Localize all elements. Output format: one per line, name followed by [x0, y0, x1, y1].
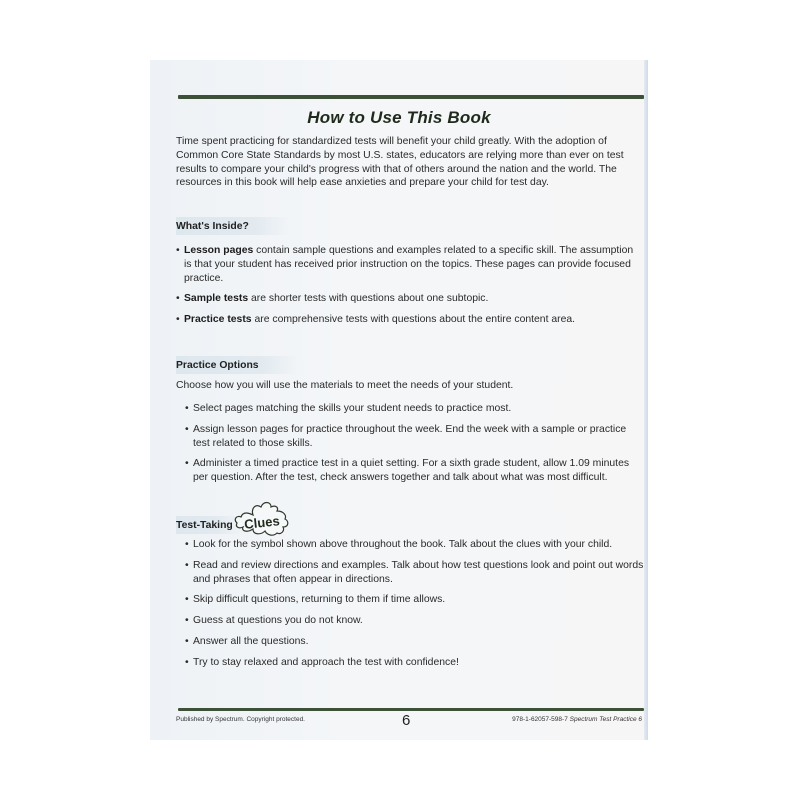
practice-options-heading: Practice Options: [176, 356, 299, 374]
list-item: • Sample tests are shorter tests with questions about one subtopic.: [176, 292, 642, 306]
bottom-rule: [178, 708, 644, 711]
list-item: • Try to stay relaxed and approach the test with confidence!: [185, 656, 647, 670]
page-number: 6: [402, 712, 411, 729]
svg-text:Clues: Clues: [243, 513, 281, 532]
term: Lesson pages: [184, 245, 254, 256]
practice-options-list: [185, 402, 645, 492]
isbn: 978-1-62057-598-7: [512, 716, 568, 723]
list-item: • Read and review directions and examples. Talk about how test questions look and point out words and phrases that often appear in directions.: [185, 559, 647, 587]
book-title: Spectrum Test Practice 6: [569, 716, 642, 723]
list-item: • Select pages matching the skills your student needs to practice most.: [185, 402, 645, 416]
clues-puzzle-icon: [231, 497, 293, 537]
list-item: • Guess at questions you do not know.: [185, 614, 647, 628]
list-item: • Look for the symbol shown above throughout the book. Talk about the clues with your child.: [185, 538, 647, 552]
page-title: How to Use This Book: [307, 108, 491, 127]
list-item: • Assign lesson pages for practice throughout the week. End the week with a sample or practice test related to those skills.: [185, 423, 645, 451]
list-item: • Skip difficult questions, returning to them if time allows.: [185, 593, 647, 607]
top-rule: [178, 95, 644, 99]
practice-options-lead: Choose how you will use the materials to meet the needs of your student.: [176, 380, 514, 391]
book-page: [150, 60, 648, 740]
whats-inside-heading: What's Inside?: [176, 217, 289, 235]
list-item: • Lesson pages contain sample questions and examples related to a specific skill. The assumption is that your student has received prior instruction on the topics. These pages can provide focused practice.: [176, 244, 642, 285]
intro-paragraph: Time spent practicing for standardized tests will benefit your child greatly. With the adoption of Common Core State Standards by most U.S. states, educators are relying more than ever on test results to compare your child's progress with that of others around the nation and the world. The resources in this book will help ease anxieties and prepare your child for test day.: [176, 136, 624, 189]
book-info: [512, 716, 642, 723]
test-taking-list: [185, 538, 647, 677]
list-item: • Answer all the questions.: [185, 635, 647, 649]
list-item: • Practice tests are comprehensive tests with questions about the entire content area.: [176, 313, 642, 327]
term: Practice tests: [184, 314, 252, 326]
list-item: • Administer a timed practice test in a quiet setting. For a sixth grade student, allow 1.09 minutes per question. After the test, check answers together and talk about what was most difficult.: [185, 457, 645, 485]
term: Sample tests: [184, 293, 249, 305]
whats-inside-list: [176, 244, 642, 334]
test-taking-heading: Test-Taking: [176, 516, 243, 534]
copyright-notice: Published by Spectrum. Copyright protected.: [176, 716, 305, 723]
